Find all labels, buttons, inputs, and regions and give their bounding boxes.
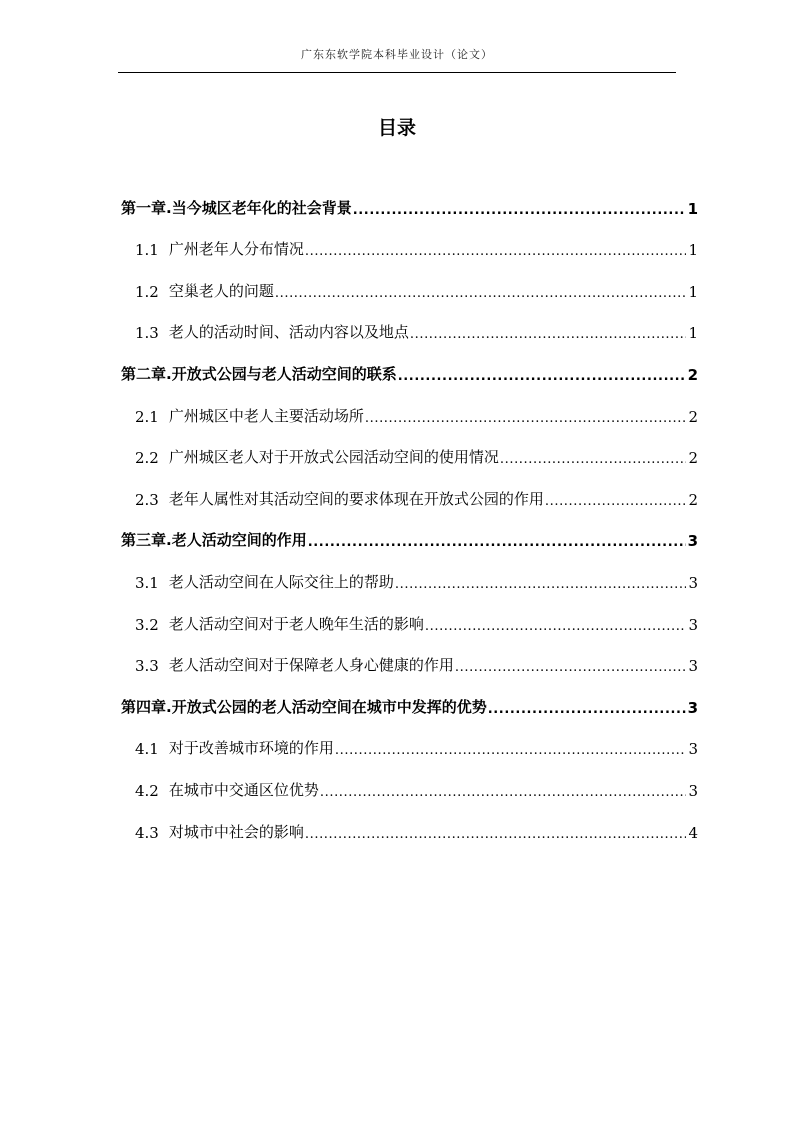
toc-section-2-2[interactable] [121, 436, 698, 478]
toc-entry-number: 2.1 [135, 407, 159, 426]
dot-leader [410, 327, 686, 342]
dot-leader [500, 452, 686, 467]
toc-entry-title: 广州城区老人对于开放式公园活动空间的使用情况 [168, 448, 499, 467]
toc-section-1-1[interactable] [121, 228, 698, 270]
toc-section-4-3[interactable] [121, 810, 698, 852]
toc-entry-page: 4 [688, 823, 698, 842]
dot-leader [395, 577, 686, 592]
toc-section-4-2[interactable] [121, 768, 698, 810]
toc-chapter-4[interactable] [121, 685, 698, 727]
toc-entry-title: 老人活动空间对于老人晚年生活的影响 [168, 614, 424, 633]
dot-leader [320, 785, 686, 800]
toc-entry-title: 开放式公园与老人活动空间的联系 [171, 364, 397, 383]
toc-entry-page: 2 [687, 365, 698, 384]
toc-section-3-2[interactable] [121, 602, 698, 644]
page-header: 广东东软学院本科毕业设计（论文） [301, 48, 493, 61]
toc-section-3-3[interactable] [121, 644, 698, 686]
dot-leader [305, 827, 686, 842]
toc-entry-number: 第三章. [121, 531, 172, 550]
toc-entry-number: 1.1 [135, 241, 159, 260]
toc-entry-page: 1 [688, 324, 698, 343]
toc-entry-page: 2 [688, 449, 698, 468]
toc-entry-title: 空巢老人的问题 [168, 281, 274, 300]
toc-entry-title: 老年人属性对其活动空间的要求体现在开放式公园的作用 [168, 489, 544, 508]
dot-leader [353, 203, 686, 218]
toc-entry-title: 老人活动空间对于保障老人身心健康的作用 [168, 656, 454, 675]
toc-entry-title: 老人活动空间的作用 [171, 531, 307, 550]
toc-entry-title: 老人的活动时间、活动内容以及地点 [168, 323, 409, 342]
toc-entry-number: 3.2 [135, 615, 159, 634]
toc-entry-number: 第一章. [121, 198, 172, 217]
dot-leader [308, 535, 686, 550]
toc-entry-page: 1 [687, 199, 698, 218]
toc-entry-page: 3 [688, 781, 698, 800]
toc-entry-number: 1.3 [135, 324, 159, 343]
toc-title: 目录 [377, 117, 416, 139]
toc-entry-title: 广州老年人分布情况 [168, 240, 304, 259]
toc-section-1-3[interactable] [121, 311, 698, 353]
toc-entry-title: 老人活动空间在人际交往上的帮助 [168, 572, 394, 591]
dot-leader [455, 660, 686, 675]
toc-entry-number: 第二章. [121, 364, 172, 383]
toc-section-3-1[interactable] [121, 560, 698, 602]
toc-section-2-3[interactable] [121, 477, 698, 519]
toc-chapter-2[interactable] [121, 352, 698, 394]
toc-entry-title: 开放式公园的老人活动空间在城市中发挥的优势 [171, 697, 487, 716]
toc-section-1-2[interactable] [121, 269, 698, 311]
toc-entry-page: 3 [688, 615, 698, 634]
toc-list [121, 186, 698, 852]
toc-entry-page: 3 [687, 698, 698, 717]
toc-entry-number: 3.3 [135, 657, 159, 676]
toc-entry-page: 3 [687, 532, 698, 551]
toc-entry-number: 2.2 [135, 449, 159, 468]
dot-leader [425, 619, 686, 634]
toc-entry-page: 3 [688, 657, 698, 676]
dot-leader [365, 411, 686, 426]
dot-leader [305, 244, 686, 259]
toc-entry-page: 2 [688, 407, 698, 426]
toc-entry-number: 4.3 [135, 823, 159, 842]
toc-entry-title: 在城市中交通区位优势 [168, 780, 319, 799]
dot-leader [275, 286, 686, 301]
toc-entry-number: 2.3 [135, 490, 159, 509]
toc-section-4-1[interactable] [121, 727, 698, 769]
dot-leader [545, 494, 686, 509]
toc-entry-number: 1.2 [135, 282, 159, 301]
toc-entry-page: 3 [688, 740, 698, 759]
toc-entry-page: 3 [688, 573, 698, 592]
toc-section-2-1[interactable] [121, 394, 698, 436]
toc-entry-number: 4.1 [135, 740, 159, 759]
dot-leader [488, 702, 686, 717]
toc-entry-page: 1 [688, 241, 698, 260]
toc-entry-page: 2 [688, 490, 698, 509]
toc-entry-number: 4.2 [135, 781, 159, 800]
toc-entry-number: 3.1 [135, 573, 159, 592]
header-rule [118, 72, 676, 73]
toc-chapter-3[interactable] [121, 519, 698, 561]
toc-chapter-1[interactable] [121, 186, 698, 228]
toc-entry-page: 1 [688, 282, 698, 301]
toc-entry-title: 当今城区老年化的社会背景 [171, 198, 352, 217]
toc-entry-title: 对于改善城市环境的作用 [168, 739, 334, 758]
toc-entry-number: 第四章. [121, 697, 172, 716]
toc-entry-title: 广州城区中老人主要活动场所 [168, 406, 364, 425]
toc-entry-title: 对城市中社会的影响 [168, 822, 304, 841]
dot-leader [398, 369, 686, 384]
dot-leader [335, 743, 686, 758]
